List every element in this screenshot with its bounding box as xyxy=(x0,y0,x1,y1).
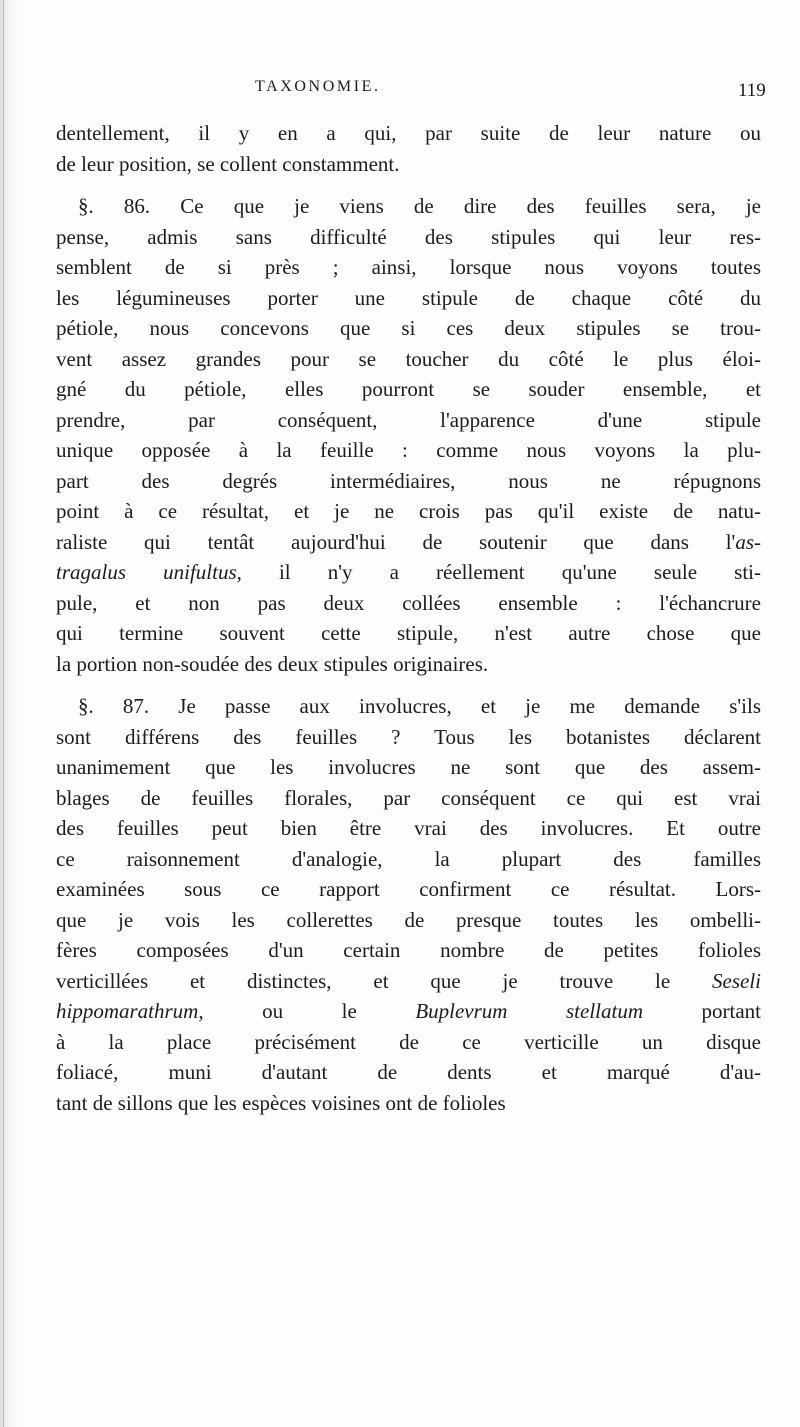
text-line: de leur position, se collent constamment. xyxy=(56,151,400,176)
text-line: unanimement que les involucres ne sont que des assem- xyxy=(56,755,761,779)
text-line xyxy=(56,996,761,1027)
body-text xyxy=(56,118,761,1118)
text-line: ce raisonnement d'analogie, la plupart des familles xyxy=(56,846,761,871)
italic-term: tragalus unifultus xyxy=(56,560,237,584)
text-line: part des degrés intermédiaires, nous ne répugnons xyxy=(56,468,761,493)
text-line: examinées sous ce rapport confirment ce résultat. Lors- xyxy=(56,877,761,901)
text-line: qui termine souvent cette stipule, n'est autre chose que xyxy=(56,621,761,645)
text-run: raliste qui tentât aujourd'hui de soutenir que dans l' xyxy=(56,529,736,554)
text-line: à la place précisément de ce verticille un disque xyxy=(56,1029,761,1054)
text-line: §. 86. Ce que je viens de dire des feuilles sera, je xyxy=(78,194,761,218)
text-line: pense, admis sans difficulté des stipules qui leur res- xyxy=(56,224,761,249)
text-line: tant de sillons que les espèces voisines ont de folioles xyxy=(56,1090,506,1115)
text-line: semblent de si près ; ainsi, lorsque nous voyons toutes xyxy=(56,255,761,279)
italic-term: as- xyxy=(735,529,761,554)
text-line: vent assez grandes pour se toucher du côté le plus éloi- xyxy=(56,346,761,371)
text-line xyxy=(56,527,761,558)
text-line: que je vois les collerettes de presque toutes les ombelli- xyxy=(56,907,761,932)
text-line: dentellement, il y en a qui, par suite de leur nature ou xyxy=(56,121,761,145)
paragraph-continuation xyxy=(56,118,761,179)
text-line: point à ce résultat, et je ne crois pas qu'il existe de natu- xyxy=(56,499,761,523)
text-line xyxy=(56,966,761,997)
text-run: , ou le xyxy=(198,999,416,1023)
text-run: , il n'y a réellement qu'une seule sti- xyxy=(236,560,761,584)
text-line: des feuilles peut bien être vrai des involucres. Et outre xyxy=(56,816,761,840)
text-line: gné du pétiole, elles pourront se souder ensemble, et xyxy=(56,377,761,401)
page-edge-line xyxy=(3,0,4,1427)
italic-term: Seseli xyxy=(712,968,761,993)
text-line: prendre, par conséquent, l'apparence d'une stipule xyxy=(56,407,761,432)
text-run: portant xyxy=(642,999,761,1023)
text-line: §. 87. Je passe aux involucres, et je me demande s'ils xyxy=(78,694,761,718)
text-line: les légumineuses porter une stipule de chaque côté du xyxy=(56,285,761,310)
text-line: sont différens des feuilles ? Tous les botanistes déclarent xyxy=(56,724,761,749)
italic-term: Buplevrum stellatum xyxy=(415,999,643,1023)
text-run: verticillées et distinctes, et que je trouve le xyxy=(56,968,713,993)
paragraph-86 xyxy=(56,191,761,679)
text-line: pule, et non pas deux collées ensemble : l'échancrure xyxy=(56,590,761,615)
paragraph-87 xyxy=(56,691,761,1118)
text-line: blages de feuilles florales, par conséquent ce qui est vrai xyxy=(56,785,761,810)
text-line: unique opposée à la feuille : comme nous voyons la plu- xyxy=(56,438,761,462)
running-head: TAXONOMIE. xyxy=(255,78,381,95)
text-line: foliacé, muni d'autant de dents et marqué d'au- xyxy=(56,1060,761,1084)
text-line: pétiole, nous concevons que si ces deux stipules se trou- xyxy=(56,316,761,340)
text-line: la portion non-soudée des deux stipules originaires. xyxy=(56,651,489,676)
italic-term: hippomarathrum xyxy=(56,999,199,1023)
text-line xyxy=(56,557,761,588)
page-number: 119 xyxy=(738,80,766,101)
text-line: fères composées d'un certain nombre de petites folioles xyxy=(56,938,761,962)
